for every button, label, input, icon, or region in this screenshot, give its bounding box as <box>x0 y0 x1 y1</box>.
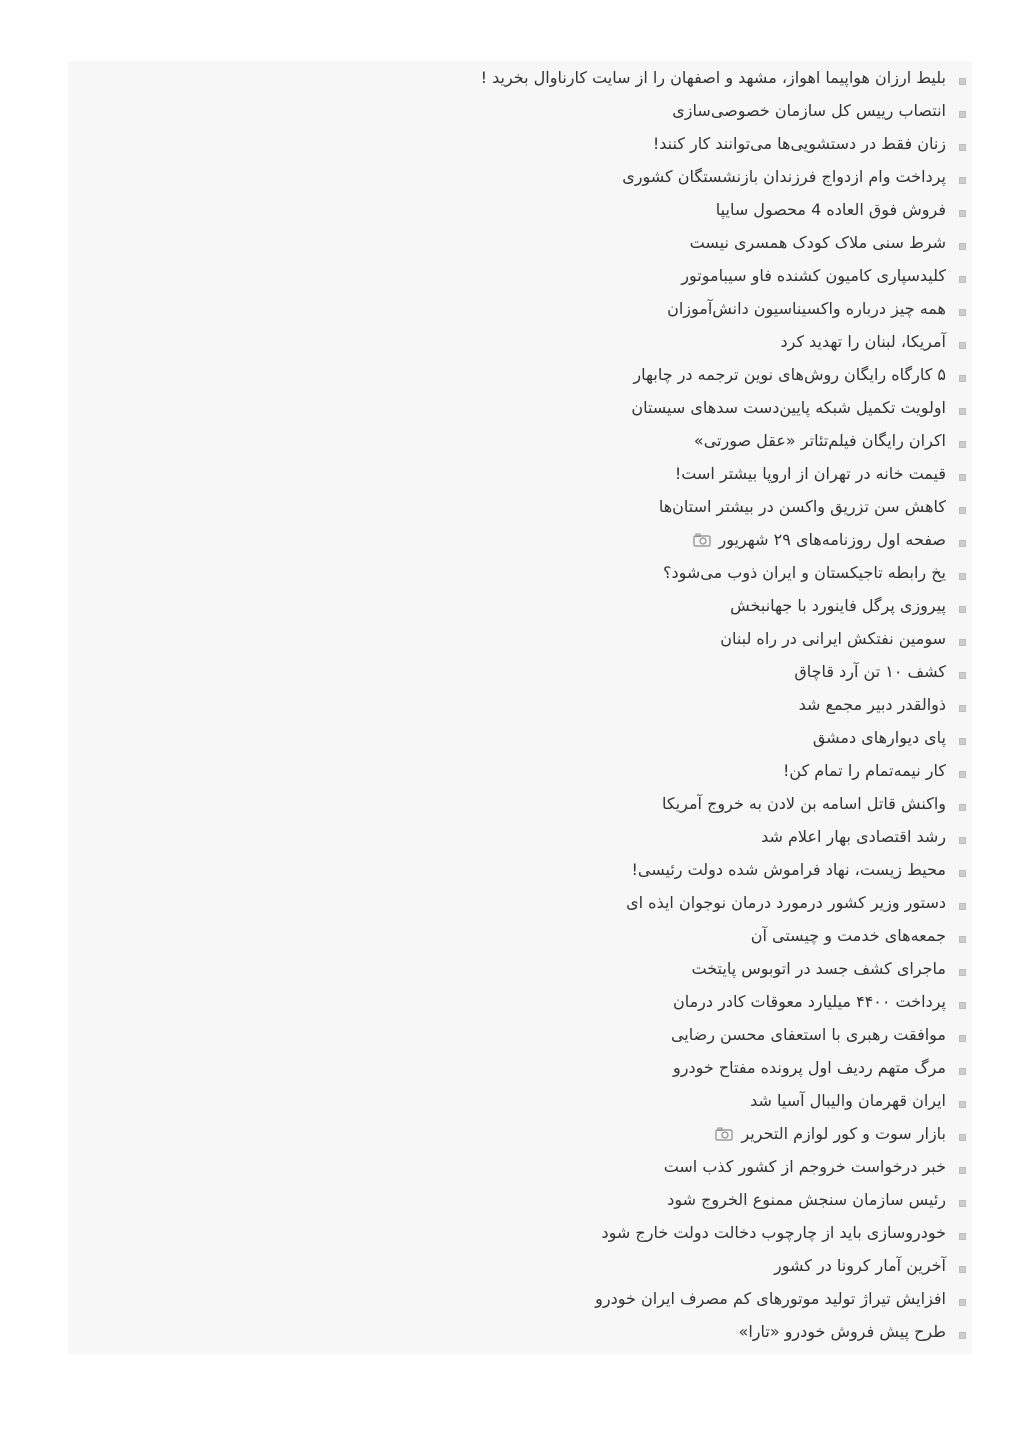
news-headline-link[interactable]: ماجرای کشف جسد در اتوبوس پایتخت <box>691 959 946 978</box>
bullet-square-icon <box>959 309 966 316</box>
list-item <box>68 391 972 424</box>
bullet-square-icon <box>959 474 966 481</box>
bullet-square-icon <box>959 375 966 382</box>
list-item <box>68 787 972 820</box>
bullet-square-icon <box>959 342 966 349</box>
list-item <box>68 688 972 721</box>
bullet-square-icon <box>959 1332 966 1339</box>
list-item <box>68 919 972 952</box>
news-headline-link[interactable]: ایران قهرمان والیبال آسیا شد <box>750 1091 946 1110</box>
list-item <box>68 1018 972 1051</box>
news-headline-link[interactable]: خبر درخواست خروجم از کشور کذب است <box>663 1157 946 1176</box>
news-headline-link[interactable]: ۵ کارگاه رایگان روش‌های نوین ترجمه در چابهار <box>633 365 946 384</box>
news-headline-link[interactable]: کاهش سن تزریق واکسن در بیشتر استان‌ها <box>658 497 946 516</box>
list-item <box>68 1084 972 1117</box>
camera-icon <box>693 533 711 547</box>
list-item <box>68 721 972 754</box>
bullet-square-icon <box>959 1200 966 1207</box>
news-headline-link[interactable]: فروش فوق العاده 4 محصول سایپا <box>715 200 946 219</box>
bullet-square-icon <box>959 1299 966 1306</box>
news-headline-link[interactable]: پای دیوارهای دمشق <box>812 728 946 747</box>
news-headline-link[interactable]: آمریکا، لبنان را تهدید کرد <box>780 332 946 351</box>
news-list <box>68 61 972 1348</box>
list-item <box>68 820 972 853</box>
bullet-square-icon <box>959 210 966 217</box>
list-item <box>68 1051 972 1084</box>
list-item <box>68 160 972 193</box>
news-headline-link[interactable]: شرط سنی ملاک کودک همسری نیست <box>689 233 946 252</box>
news-headline-link[interactable]: محیط زیست، نهاد فراموش شده دولت رئیسی! <box>631 860 946 879</box>
list-item <box>68 556 972 589</box>
list-item <box>68 424 972 457</box>
list-item <box>68 523 972 556</box>
list-item <box>68 1216 972 1249</box>
news-headline-link[interactable]: پرداخت وام ازدواج فرزندان بازنشستگان کشوری <box>622 167 946 186</box>
list-item <box>68 490 972 523</box>
news-headline-link[interactable]: انتصاب رییس کل سازمان خصوصی‌سازی <box>672 101 946 120</box>
news-headline-link[interactable]: بازار سوت و کور لوازم التحریر <box>741 1124 946 1143</box>
news-headline-link[interactable]: پیروزی پرگل فاینورد با جهانبخش <box>730 596 946 615</box>
list-item <box>68 226 972 259</box>
bullet-square-icon <box>959 837 966 844</box>
news-headline-link[interactable]: اولویت تکمیل شبکه پایین‌دست سدهای سیستان <box>631 398 946 417</box>
news-headline-link[interactable]: یخ رابطه تاجیکستان و ایران ذوب می‌شود؟ <box>663 563 946 582</box>
list-item <box>68 952 972 985</box>
bullet-square-icon <box>959 243 966 250</box>
list-item <box>68 622 972 655</box>
bullet-square-icon <box>959 1068 966 1075</box>
news-headline-link[interactable]: پرداخت ۴۴۰۰ میلیارد معوقات کادر درمان <box>672 992 946 1011</box>
bullet-square-icon <box>959 1167 966 1174</box>
list-item <box>68 655 972 688</box>
bullet-square-icon <box>959 903 966 910</box>
bullet-square-icon <box>959 1101 966 1108</box>
bullet-square-icon <box>959 1233 966 1240</box>
news-headline-link[interactable]: طرح پیش فروش خودرو «تارا» <box>738 1322 946 1341</box>
news-headline-link[interactable]: بلیط ارزان هواپیما اهواز، مشهد و اصفهان را از سایت کارناوال بخرید ! <box>480 68 946 87</box>
bullet-square-icon <box>959 1266 966 1273</box>
news-headline-link[interactable]: کشف ۱۰ تن آرد قاچاق <box>794 662 946 681</box>
news-headline-link[interactable]: اکران رایگان فیلم‌تئاتر «عقل صورتی» <box>693 431 946 450</box>
bullet-square-icon <box>959 870 966 877</box>
news-headline-link[interactable]: خودروسازی باید از چارچوب دخالت دولت خارج شود <box>601 1223 946 1242</box>
news-headline-link[interactable]: ذوالقدر دبیر مجمع شد <box>798 695 946 714</box>
list-item <box>68 754 972 787</box>
news-headline-link[interactable]: قیمت خانه در تهران از اروپا بیشتر است! <box>674 464 946 483</box>
news-headline-link[interactable]: رشد اقتصادی بهار اعلام شد <box>761 827 946 846</box>
list-item <box>68 853 972 886</box>
bullet-square-icon <box>959 705 966 712</box>
list-item <box>68 292 972 325</box>
bullet-square-icon <box>959 177 966 184</box>
list-item <box>68 325 972 358</box>
bullet-square-icon <box>959 573 966 580</box>
bullet-square-icon <box>959 1134 966 1141</box>
news-headline-link[interactable]: زنان فقط در دستشویی‌ها می‌توانند کار کنند! <box>652 134 946 153</box>
news-headline-link[interactable]: دستور وزیر کشور درمورد درمان نوجوان ایذه ای <box>626 893 946 912</box>
bullet-square-icon <box>959 969 966 976</box>
list-item <box>68 1117 972 1150</box>
list-item <box>68 94 972 127</box>
news-headline-link[interactable]: واکنش قاتل اسامه بن لادن به خروج آمریکا <box>661 794 946 813</box>
list-item <box>68 259 972 292</box>
list-item <box>68 127 972 160</box>
bullet-square-icon <box>959 639 966 646</box>
bullet-square-icon <box>959 1002 966 1009</box>
list-item <box>68 886 972 919</box>
news-headline-link[interactable]: سومین نفتکش ایرانی در راه لبنان <box>720 629 946 648</box>
bullet-square-icon <box>959 771 966 778</box>
news-headline-link[interactable]: افزایش تیراژ تولید موتورهای کم مصرف ایران خودرو <box>595 1289 946 1308</box>
bullet-square-icon <box>959 1035 966 1042</box>
list-item <box>68 985 972 1018</box>
news-headline-link[interactable]: رئیس سازمان سنجش ممنوع الخروج شود <box>667 1190 946 1209</box>
news-headline-link[interactable]: صفحه اول روزنامه‌های ۲۹ شهریور <box>718 530 946 549</box>
bullet-square-icon <box>959 606 966 613</box>
bullet-square-icon <box>959 804 966 811</box>
camera-icon <box>715 1127 733 1141</box>
news-headline-link[interactable]: مرگ متهم ردیف اول پرونده مفتاح خودرو <box>673 1058 946 1077</box>
list-item <box>68 1315 972 1348</box>
bullet-square-icon <box>959 276 966 283</box>
bullet-square-icon <box>959 672 966 679</box>
bullet-square-icon <box>959 936 966 943</box>
list-item <box>68 1150 972 1183</box>
bullet-square-icon <box>959 408 966 415</box>
bullet-square-icon <box>959 144 966 151</box>
list-item <box>68 1183 972 1216</box>
news-headline-link[interactable]: کلیدسپاری کامیون کشنده فاو سیباموتور <box>681 266 946 285</box>
bullet-square-icon <box>959 441 966 448</box>
list-item <box>68 1249 972 1282</box>
list-item <box>68 193 972 226</box>
list-item <box>68 457 972 490</box>
bullet-square-icon <box>959 540 966 547</box>
list-item <box>68 358 972 391</box>
list-item <box>68 589 972 622</box>
news-headline-link[interactable]: کار نیمه‌تمام را تمام کن! <box>782 761 946 780</box>
news-headline-link[interactable]: جمعه‌های خدمت و چیستی آن <box>750 926 946 945</box>
bullet-square-icon <box>959 738 966 745</box>
list-item <box>68 61 972 94</box>
news-headline-link[interactable]: موافقت رهبری با استعفای محسن رضایی <box>670 1025 946 1044</box>
news-headline-link[interactable]: آخرین آمار کرونا در کشور <box>774 1256 946 1275</box>
list-item <box>68 1282 972 1315</box>
news-headline-link[interactable]: همه چیز درباره واکسیناسیون دانش‌آموزان <box>667 299 946 318</box>
bullet-square-icon <box>959 78 966 85</box>
bullet-square-icon <box>959 507 966 514</box>
bullet-square-icon <box>959 111 966 118</box>
news-list-panel <box>68 61 972 1354</box>
